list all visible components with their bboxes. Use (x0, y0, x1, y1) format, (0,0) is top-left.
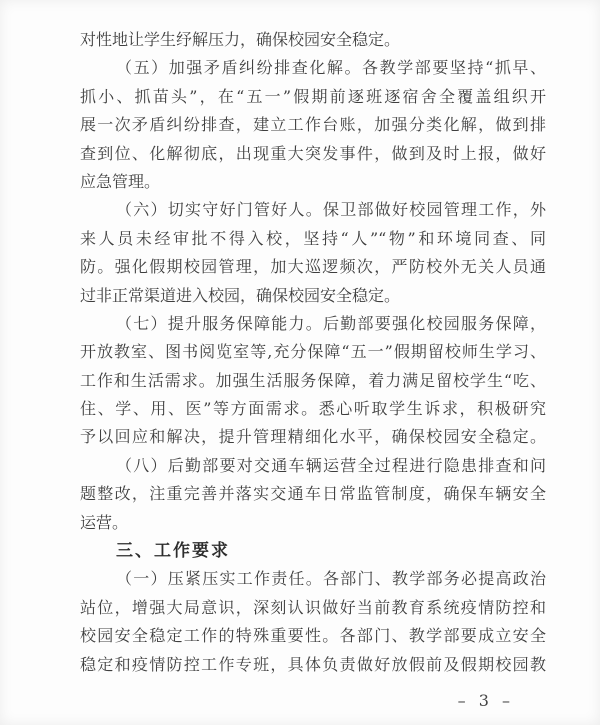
text-line: 住、学、用、医”等方面需求。悉心听取学生诉求，积极研究 (80, 399, 546, 419)
text-line: （六）切实守好门管好人。保卫部做好校园管理工作，外 (116, 200, 546, 220)
text-line: 校园安全稳定工作的特殊重要性。各部门、教学部要成立安全 (80, 626, 546, 646)
text-line: 抓小、抓苗头”，在“五一”假期前逐班逐宿舍全覆盖组织开 (80, 86, 546, 106)
text-line: （八）后勤部要对交通车辆运营全过程进行隐患排查和问 (116, 455, 546, 475)
document-body (80, 26, 546, 679)
text-line: 防。强化假期校园管理，加大巡逻频次，严防校外无关人员通 (80, 257, 546, 277)
text-line: 来人员未经审批不得入校，坚持“人”“物”和环境同查、同 (80, 228, 546, 248)
text-line: 过非正常渠道进入校园，确保校园安全稳定。 (80, 285, 401, 305)
text-line: 稳定和疫情防控工作专班，具体负责做好放假前及假期校园教 (80, 654, 546, 674)
text-line: 站位，增强大局意识，深刻认识做好当前教育系统疫情防控和 (80, 597, 546, 617)
text-line: 题整改，注重完善并落实交通车日常监管制度，确保车辆安全 (80, 484, 546, 504)
text-line: 开放教室、图书阅览室等,充分保障“五一”假期留校师生学习、 (80, 342, 546, 362)
text-line: 运营。 (80, 512, 129, 532)
text-line: 予以回应和解决，提升管理精细化水平，确保校园安全稳定。 (80, 427, 546, 447)
text-line: 查到位、化解彻底，出现重大突发事件，做到及时上报，做好 (80, 143, 546, 163)
text-line: 展一次矛盾纠纷排查，建立工作台账，加强分类化解，做到排 (80, 115, 546, 135)
text-line: （一）压紧压实工作责任。各部门、教学部务必提高政治 (116, 569, 546, 589)
text-line: （七）提升服务保障能力。后勤部要强化校园服务保障， (116, 313, 546, 333)
text-line: 应急管理。 (80, 171, 161, 191)
text-line: 工作和生活需求。加强生活服务保障，着力满足留校学生“吃、 (80, 370, 546, 390)
text-line: （五）加强矛盾纠纷排查化解。各教学部要坚持“抓早、 (116, 58, 546, 78)
page-number: – 3 – (457, 691, 514, 710)
section-heading: 三、工作要求 (116, 541, 230, 561)
text-line: 对性地让学生纾解压力，确保校园安全稳定。 (80, 30, 401, 49)
